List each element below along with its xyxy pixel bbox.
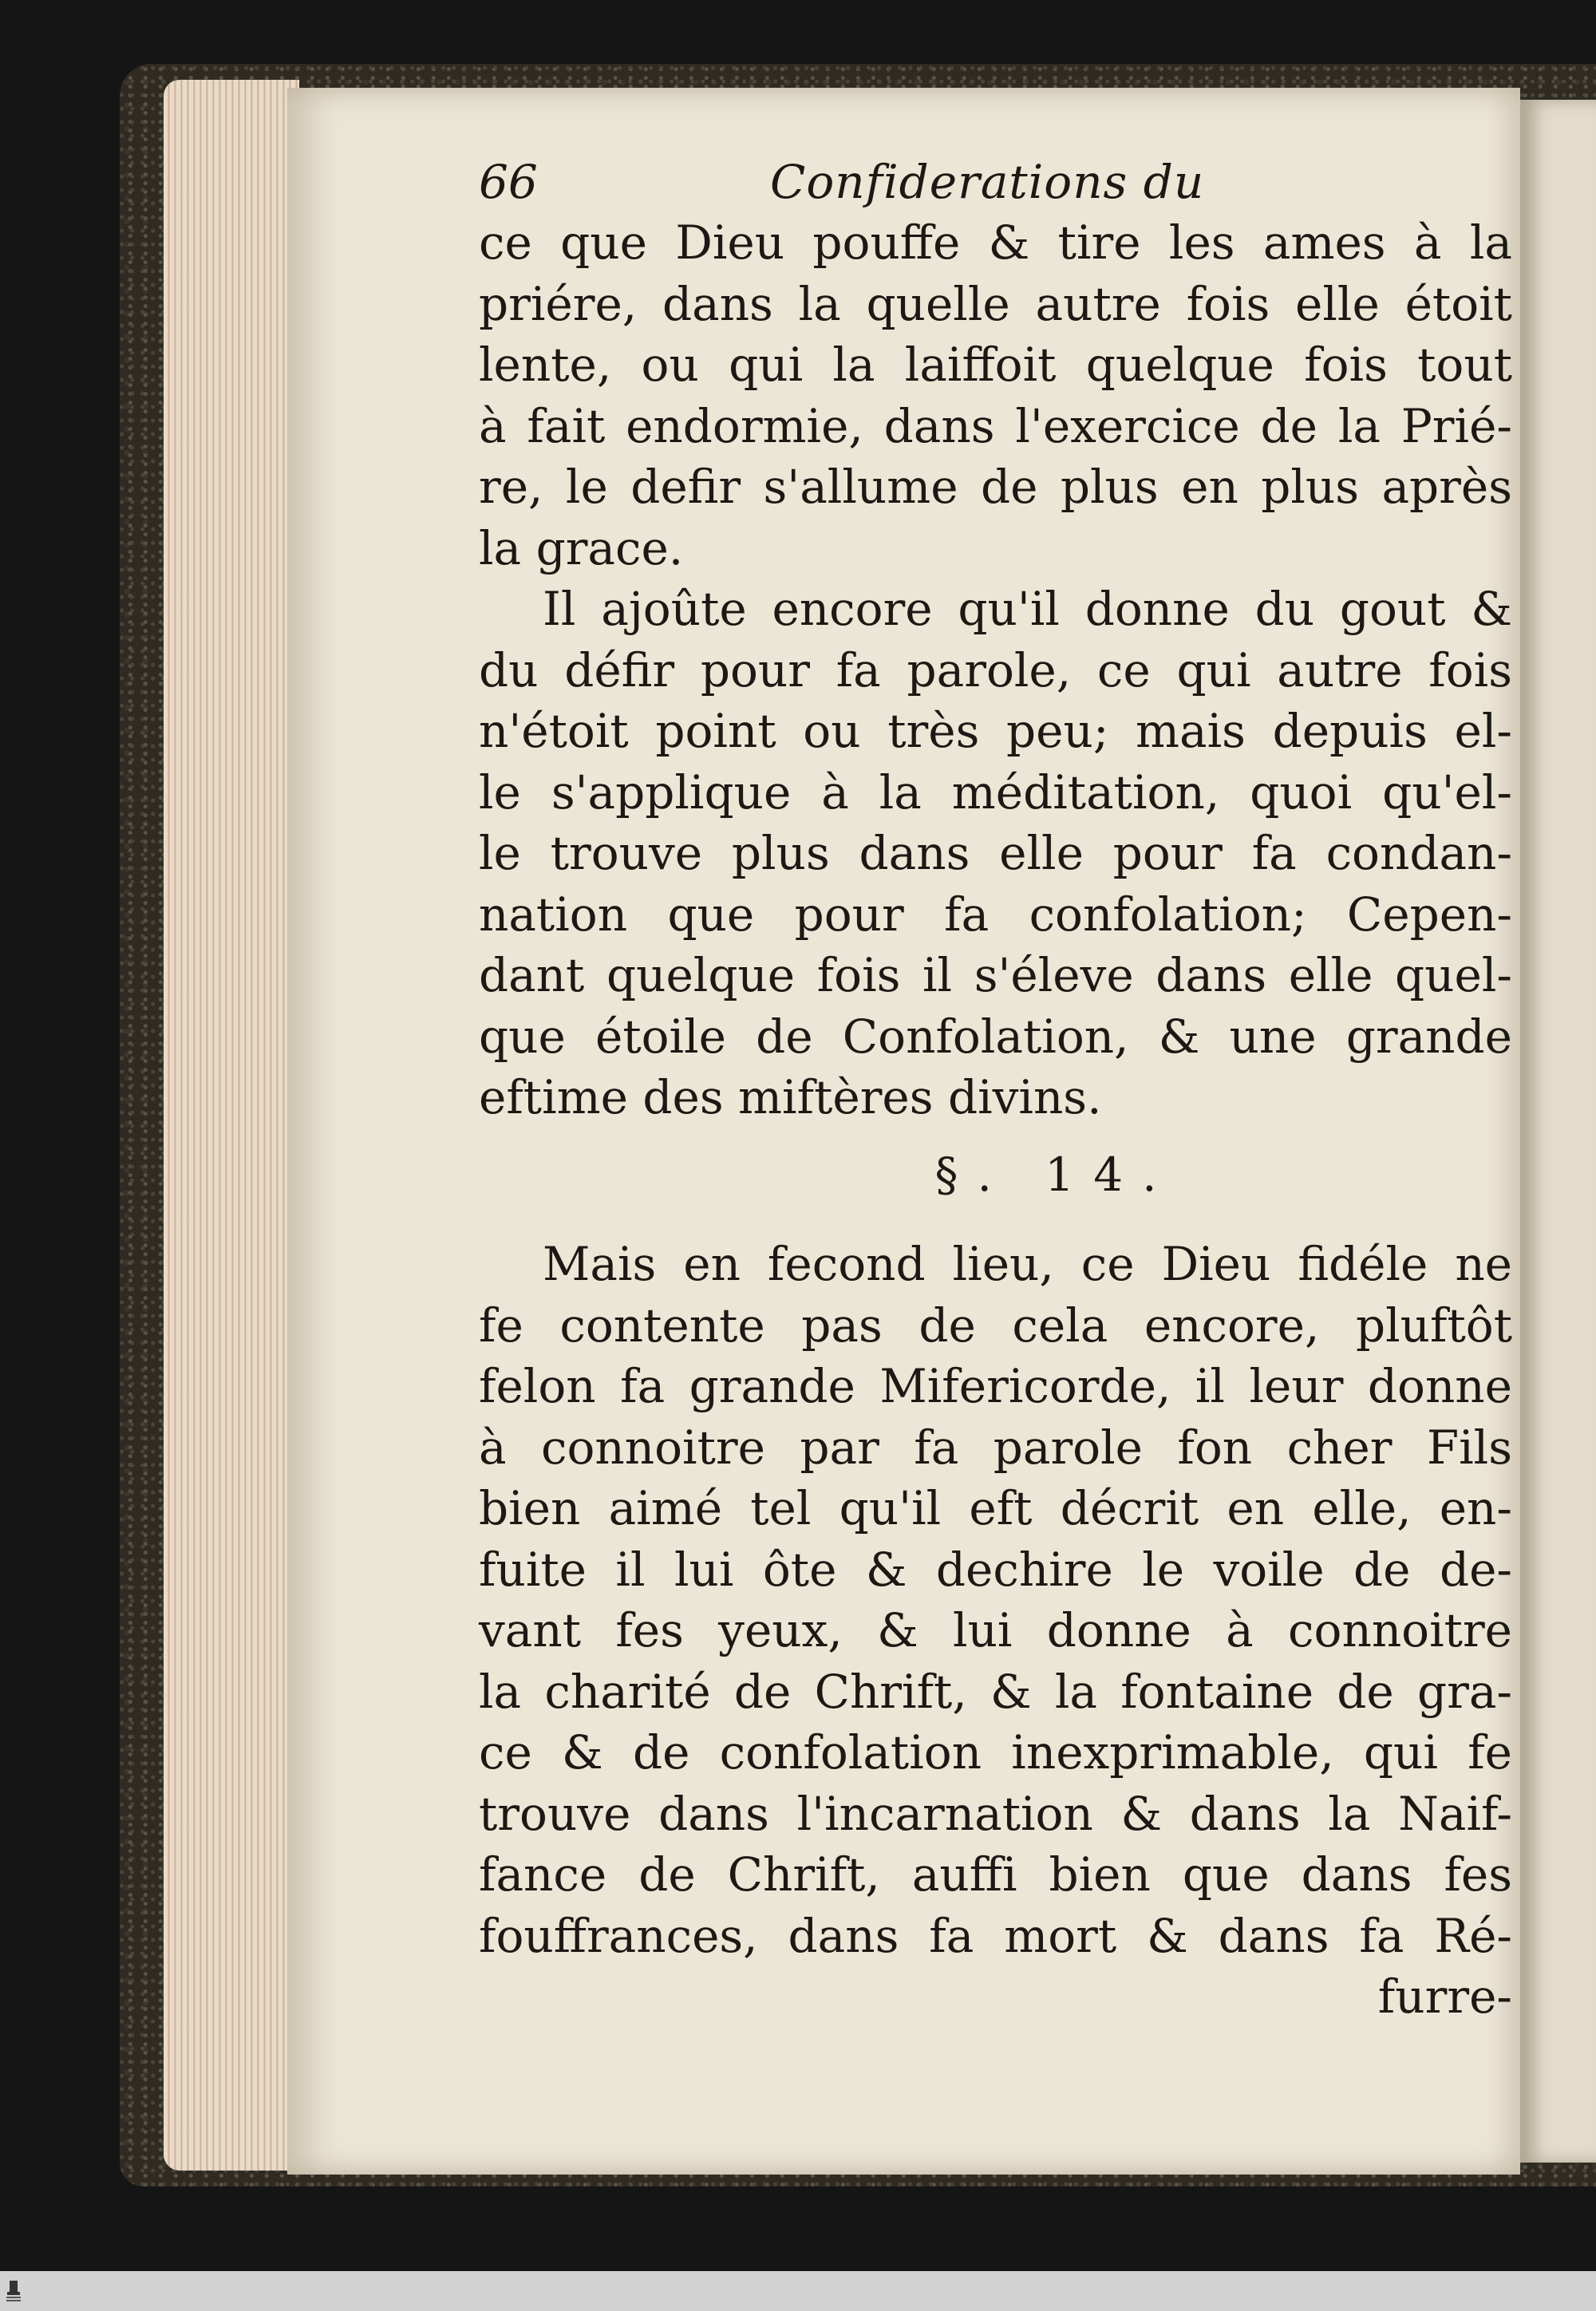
text-line: Il ajoûte encore qu'il donne du gout &: [543, 582, 1512, 636]
text-line: nation que pour fa confolation; Cepen-: [479, 887, 1512, 942]
text-line: la charité de Chrift, & la fontaine de gra-: [479, 1664, 1512, 1719]
text-line: Mais en fecond lieu, ce Dieu fidéle ne: [543, 1237, 1512, 1291]
text-line: que étoile de Confolation, & une grande: [479, 1009, 1512, 1064]
viewer-bottom-bar: [0, 2271, 1596, 2311]
text-line: dant quelque fois il s'éleve dans elle quel-: [479, 948, 1512, 1002]
text-line: fe contente pas de cela encore, pluftôt: [479, 1298, 1512, 1353]
library-logo-icon: [5, 2277, 22, 2305]
text-line: la grace.: [479, 520, 684, 575]
section-heading: §. 14.: [934, 1147, 1176, 1202]
text-line: le s'applique à la méditation, quoi qu'el-: [479, 764, 1512, 820]
running-title: Confiderations du: [770, 155, 1205, 209]
text-line: re, le defir s'allume de plus en plus après: [479, 460, 1512, 514]
catchword: furre-: [1377, 1969, 1512, 2024]
text-line: à fait endormie, dans l'exercice de la Prié-: [479, 398, 1512, 453]
text-line: priére, dans la quelle autre fois elle étoit: [479, 276, 1512, 331]
text-line: fuite il lui ôte & dechire le voile de de-: [479, 1542, 1512, 1597]
text-line: ce que Dieu pouffe & tire les ames à la: [479, 215, 1512, 270]
text-line: à connoitre par fa parole fon cher Fils: [479, 1420, 1512, 1475]
page-number: 66: [479, 155, 538, 209]
text-line: felon fa grande Mifericorde, il leur donne: [479, 1359, 1512, 1413]
text-line: le trouve plus dans elle pour fa condan-: [479, 826, 1512, 880]
text-line: n'étoit point ou très peu; mais depuis el-: [479, 704, 1512, 758]
text-line: fance de Chrift, auffi bien que dans fes: [479, 1847, 1512, 1902]
text-line: eftime des miftères divins.: [479, 1070, 1102, 1124]
text-line: bien aimé tel qu'il eft décrit en elle, en-: [479, 1481, 1512, 1535]
text-line: trouve dans l'incarnation & dans la Naif-: [479, 1786, 1512, 1841]
text-line: ce & de confolation inexprimable, qui fe: [479, 1725, 1512, 1780]
text-line: du défir pour fa parole, ce qui autre fois: [479, 642, 1512, 697]
paragraph-3: [479, 1234, 1512, 1966]
facing-page: [1520, 100, 1596, 2163]
paragraph-1: [479, 212, 1512, 579]
text-line: vant fes yeux, & lui donne à connoitre: [479, 1603, 1512, 1657]
page-edges: [164, 80, 299, 2171]
running-head: [479, 152, 1512, 212]
paragraph-2: [479, 579, 1512, 1128]
book-page: [287, 88, 1520, 2175]
text-line: lente, ou qui la laiffoit quelque fois tout: [479, 338, 1512, 392]
text-line: fouffrances, dans fa mort & dans fa Ré-: [479, 1908, 1512, 1963]
text-block: [479, 152, 1512, 2028]
